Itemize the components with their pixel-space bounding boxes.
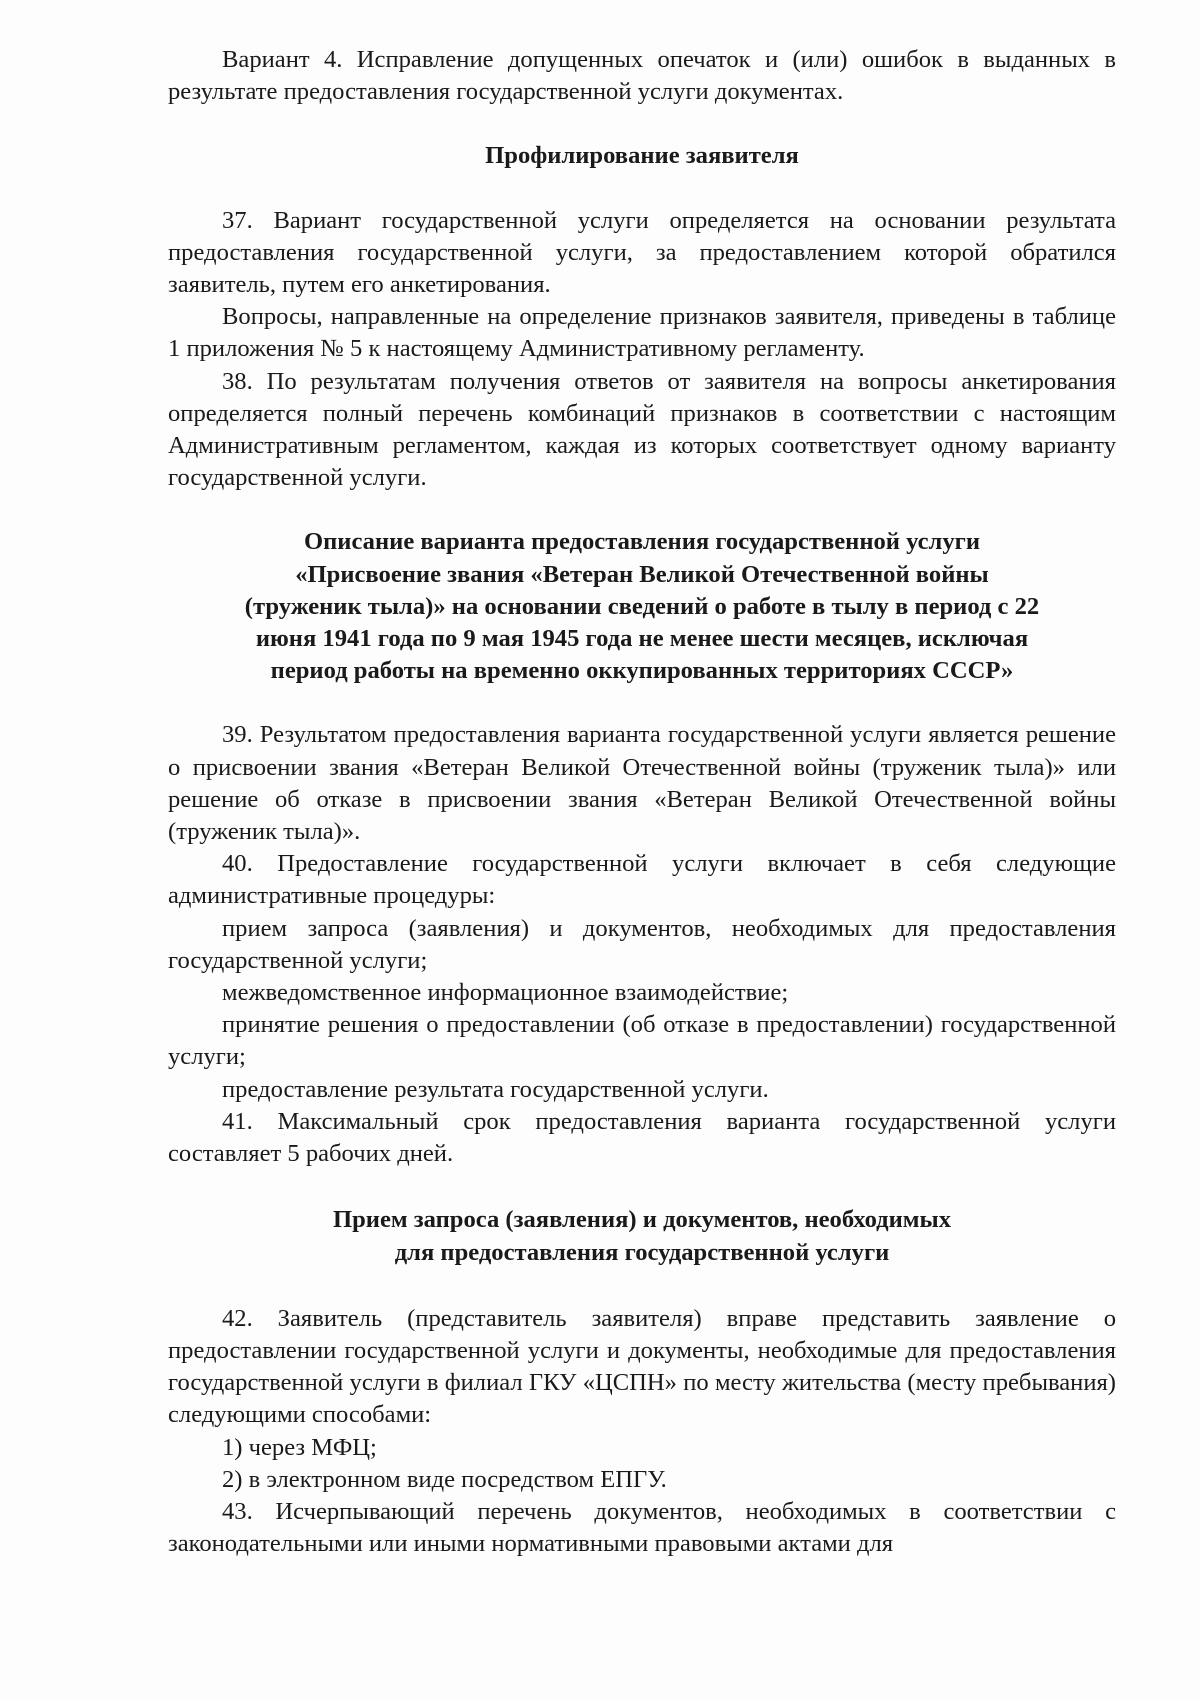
heading-line: Прием запроса (заявления) и документов, необходимых xyxy=(332,1206,952,1234)
heading-line: Описание варианта предоставления государственной услуги xyxy=(304,528,980,556)
heading-line: июня 1941 года по 9 мая 1945 года не менее шести месяцев, исключая xyxy=(255,625,1029,653)
paragraph-41: 41. Максимальный срок предоставления варианта государственной услуги составляет 5 рабочих дней. xyxy=(168,1107,1116,1168)
heading-line: (труженик тыла)» на основании сведений о работе в тылу в период с 22 xyxy=(244,592,1040,620)
heading-reception xyxy=(168,1204,1116,1268)
heading-line: период работы на временно оккупированных территориях СССР» xyxy=(270,657,1014,685)
paragraph-43: 43. Исчерпывающий перечень документов, необходимых в соответствии с законодательными или иными нормативными правовыми актами для xyxy=(168,1497,1116,1558)
method-item: 2) в электронном виде посредством ЕПГУ. xyxy=(222,1465,667,1493)
procedure-item: прием запроса (заявления) и документов, необходимых для предоставления государственной услуги; xyxy=(168,914,1116,974)
paragraph-40: 40. Предоставление государственной услуги включает в себя следующие административные процедуры: xyxy=(168,850,1116,910)
procedure-item: межведомственное информационное взаимодействие; xyxy=(222,979,789,1007)
heading-variant-description xyxy=(168,526,1116,687)
heading-profiling: Профилирование заявителя xyxy=(485,142,799,170)
paragraph-37-questions: Вопросы, направленные на определение признаков заявителя, приведены в таблице 1 приложения № 5 к настоящему Административному регламенту. xyxy=(168,303,1116,363)
procedure-item: принятие решения о предоставлении (об отказе в предоставлении) государственной услуги; xyxy=(168,1011,1116,1071)
paragraph-42: 42. Заявитель (представитель заявителя) вправе представить заявление о предоставлении государственной услуги и документы, необходимые для предоставления государственной услуги в филиал ГКУ «ЦСПН» по месту жительства (месту пребывания) следующими способами: xyxy=(168,1304,1116,1429)
paragraph-39: 39. Результатом предоставления варианта государственной услуги является решение о присвоении звания «Ветеран Великой Отечественной войны (труженик тыла)» или решение об отказе в присвоении звания «Ветеран Великой Отечественной войны (труженик тыла)». xyxy=(168,721,1116,846)
procedure-item: предоставление результата государственной услуги. xyxy=(222,1075,769,1103)
paragraph-37: 37. Вариант государственной услуги определяется на основании результата предоставления государственной услуги, за предоставлением которой обратился заявитель, путем его анкетирования. xyxy=(168,206,1116,299)
document-body xyxy=(168,44,1116,1560)
heading-line: для предоставления государственной услуги xyxy=(394,1238,890,1266)
paragraph-variant-4: Вариант 4. Исправление допущенных опечаток и (или) ошибок в выданных в результате предоставления государственной услуги документах. xyxy=(168,46,1116,106)
paragraph-38: 38. По результатам получения ответов от заявителя на вопросы анкетирования определяется полный перечень комбинаций признаков в соответствии с настоящим Административным регламентом, каждая из которых соответствует одному варианту государственной услуги. xyxy=(168,367,1116,492)
heading-line: «Присвоение звания «Ветеран Великой Отечественной войны xyxy=(295,560,989,588)
method-item: 1) через МФЦ; xyxy=(222,1433,377,1461)
